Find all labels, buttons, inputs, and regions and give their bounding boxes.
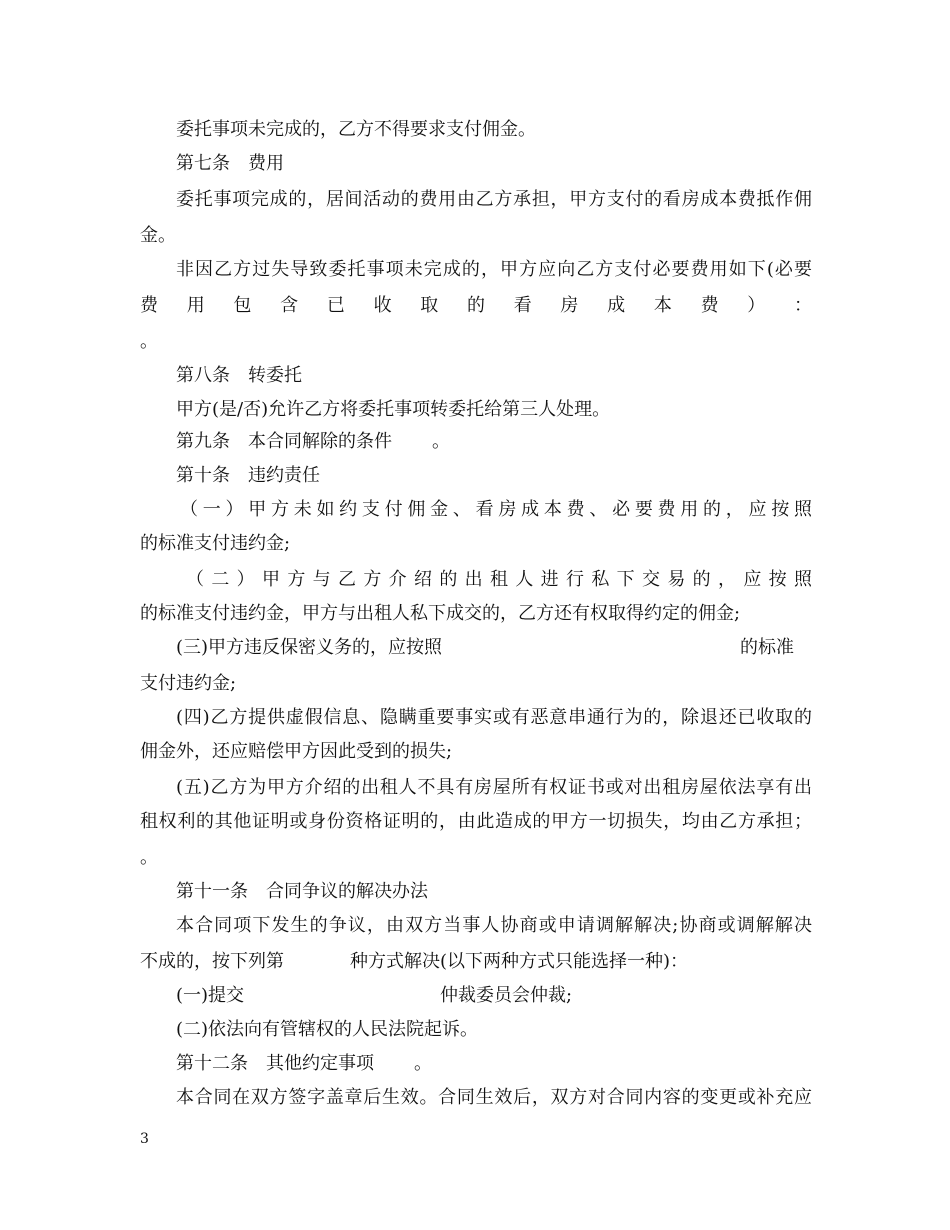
text: 仲裁委员会仲裁; — [440, 985, 573, 1006]
text: 费 用 包 含 已 收 取 的 看 房 成 本 费 ） ： — [140, 295, 812, 316]
text: 委托事项未完成的，乙方不得要求支付佣金。 — [176, 119, 536, 140]
text: (三)甲方违反保密义务的，应按照 — [176, 637, 443, 658]
article-number: 第十条 — [176, 465, 230, 486]
article-title: 合同争议的解决办法 — [266, 881, 428, 902]
text: 本合同项下发生的争议，由双方当事人协商或申请调解解决;协商或调解解决 — [176, 915, 812, 936]
text: （一）甲方未如约支付佣金、看房成本费、必要费用的，应按照 — [180, 499, 812, 520]
paragraph-line — [176, 188, 812, 212]
text: 不成的，按下列第 — [140, 951, 284, 972]
article-title: 转委托 — [248, 365, 302, 386]
text: (五)乙方为甲方介绍的出租人不具有房屋所有权证书或对出租房屋依法享有出 — [176, 777, 812, 798]
text: 。 — [140, 847, 158, 868]
paragraph-line — [140, 740, 812, 764]
article-number: 第八条 — [176, 365, 230, 386]
paragraph-line — [176, 398, 812, 422]
article-title: 费用 — [248, 153, 284, 174]
article-12-heading — [176, 1052, 812, 1076]
article-9-heading — [176, 430, 812, 454]
paragraph-line — [140, 330, 812, 354]
article-8-heading — [176, 364, 812, 388]
paragraph-line — [176, 984, 812, 1008]
text: 。 — [140, 331, 158, 352]
paragraph-line — [140, 224, 812, 248]
paragraph-line — [140, 810, 812, 834]
paragraph-line — [140, 532, 812, 556]
page-number: 3 — [140, 1131, 149, 1147]
text: 金。 — [140, 225, 176, 246]
text: 的标准支付违约金，甲方与出租人私下成交的，乙方还有权取得约定的佣金; — [140, 603, 741, 624]
paragraph-line — [140, 602, 812, 626]
article-number: 第七条 — [176, 153, 230, 174]
article-10-heading — [176, 464, 812, 488]
article-title: 本合同解除的条件 — [248, 431, 392, 452]
paragraph-line — [176, 706, 812, 730]
paragraph-line — [176, 914, 812, 938]
paragraph-line — [176, 1086, 812, 1110]
article-number: 第九条 — [176, 431, 230, 452]
paragraph-line — [140, 950, 812, 974]
paragraph-line — [176, 258, 812, 282]
article-number: 第十一条 — [176, 881, 248, 902]
text: 本合同在双方签字盖章后生效。合同生效后，双方对合同内容的变更或补充应 — [176, 1087, 812, 1108]
text: 租权利的其他证明或身份资格证明的，由此造成的甲方一切损失，均由乙方承担； — [140, 811, 812, 832]
article-number: 第十二条 — [176, 1053, 248, 1074]
article-title: 其他约定事项 — [266, 1053, 374, 1074]
paragraph-line — [176, 636, 812, 660]
text: 种方式解决(以下两种方式只能选择一种)： — [350, 951, 689, 972]
paragraph-line — [140, 294, 812, 318]
paragraph-line — [180, 498, 812, 522]
article-title: 违约责任 — [248, 465, 320, 486]
paragraph-line — [176, 1018, 812, 1042]
text: （二）甲方与乙方介绍的出租人进行私下交易的，应按照 — [186, 569, 812, 590]
text: 委托事项完成的，居间活动的费用由乙方承担，甲方支付的看房成本费抵作佣 — [176, 189, 812, 210]
article-7-heading — [176, 152, 812, 176]
text: 支付违约金; — [140, 673, 237, 694]
text: (一)提交 — [176, 985, 245, 1006]
paragraph-line — [176, 118, 812, 142]
paragraph-line — [140, 672, 812, 696]
text: 。 — [432, 431, 450, 452]
paragraph-line — [176, 776, 812, 800]
text: 。 — [414, 1053, 432, 1074]
text: 甲方(是/否)允许乙方将委托事项转委托给第三人处理。 — [176, 399, 611, 420]
article-11-heading — [176, 880, 812, 904]
text: (四)乙方提供虚假信息、隐瞒重要事实或有恶意串通行为的，除退还已收取的 — [176, 707, 812, 728]
text: 非因乙方过失导致委托事项未完成的，甲方应向乙方支付必要费用如下(必要 — [176, 259, 812, 280]
text: 佣金外，还应赔偿甲方因此受到的损失; — [140, 741, 453, 762]
text: 的标准支付违约金; — [140, 533, 291, 554]
paragraph-line — [186, 568, 812, 592]
text: 的标准 — [740, 637, 795, 658]
text: (二)依法向有管辖权的人民法院起诉。 — [176, 1019, 479, 1040]
paragraph-line — [140, 846, 812, 870]
